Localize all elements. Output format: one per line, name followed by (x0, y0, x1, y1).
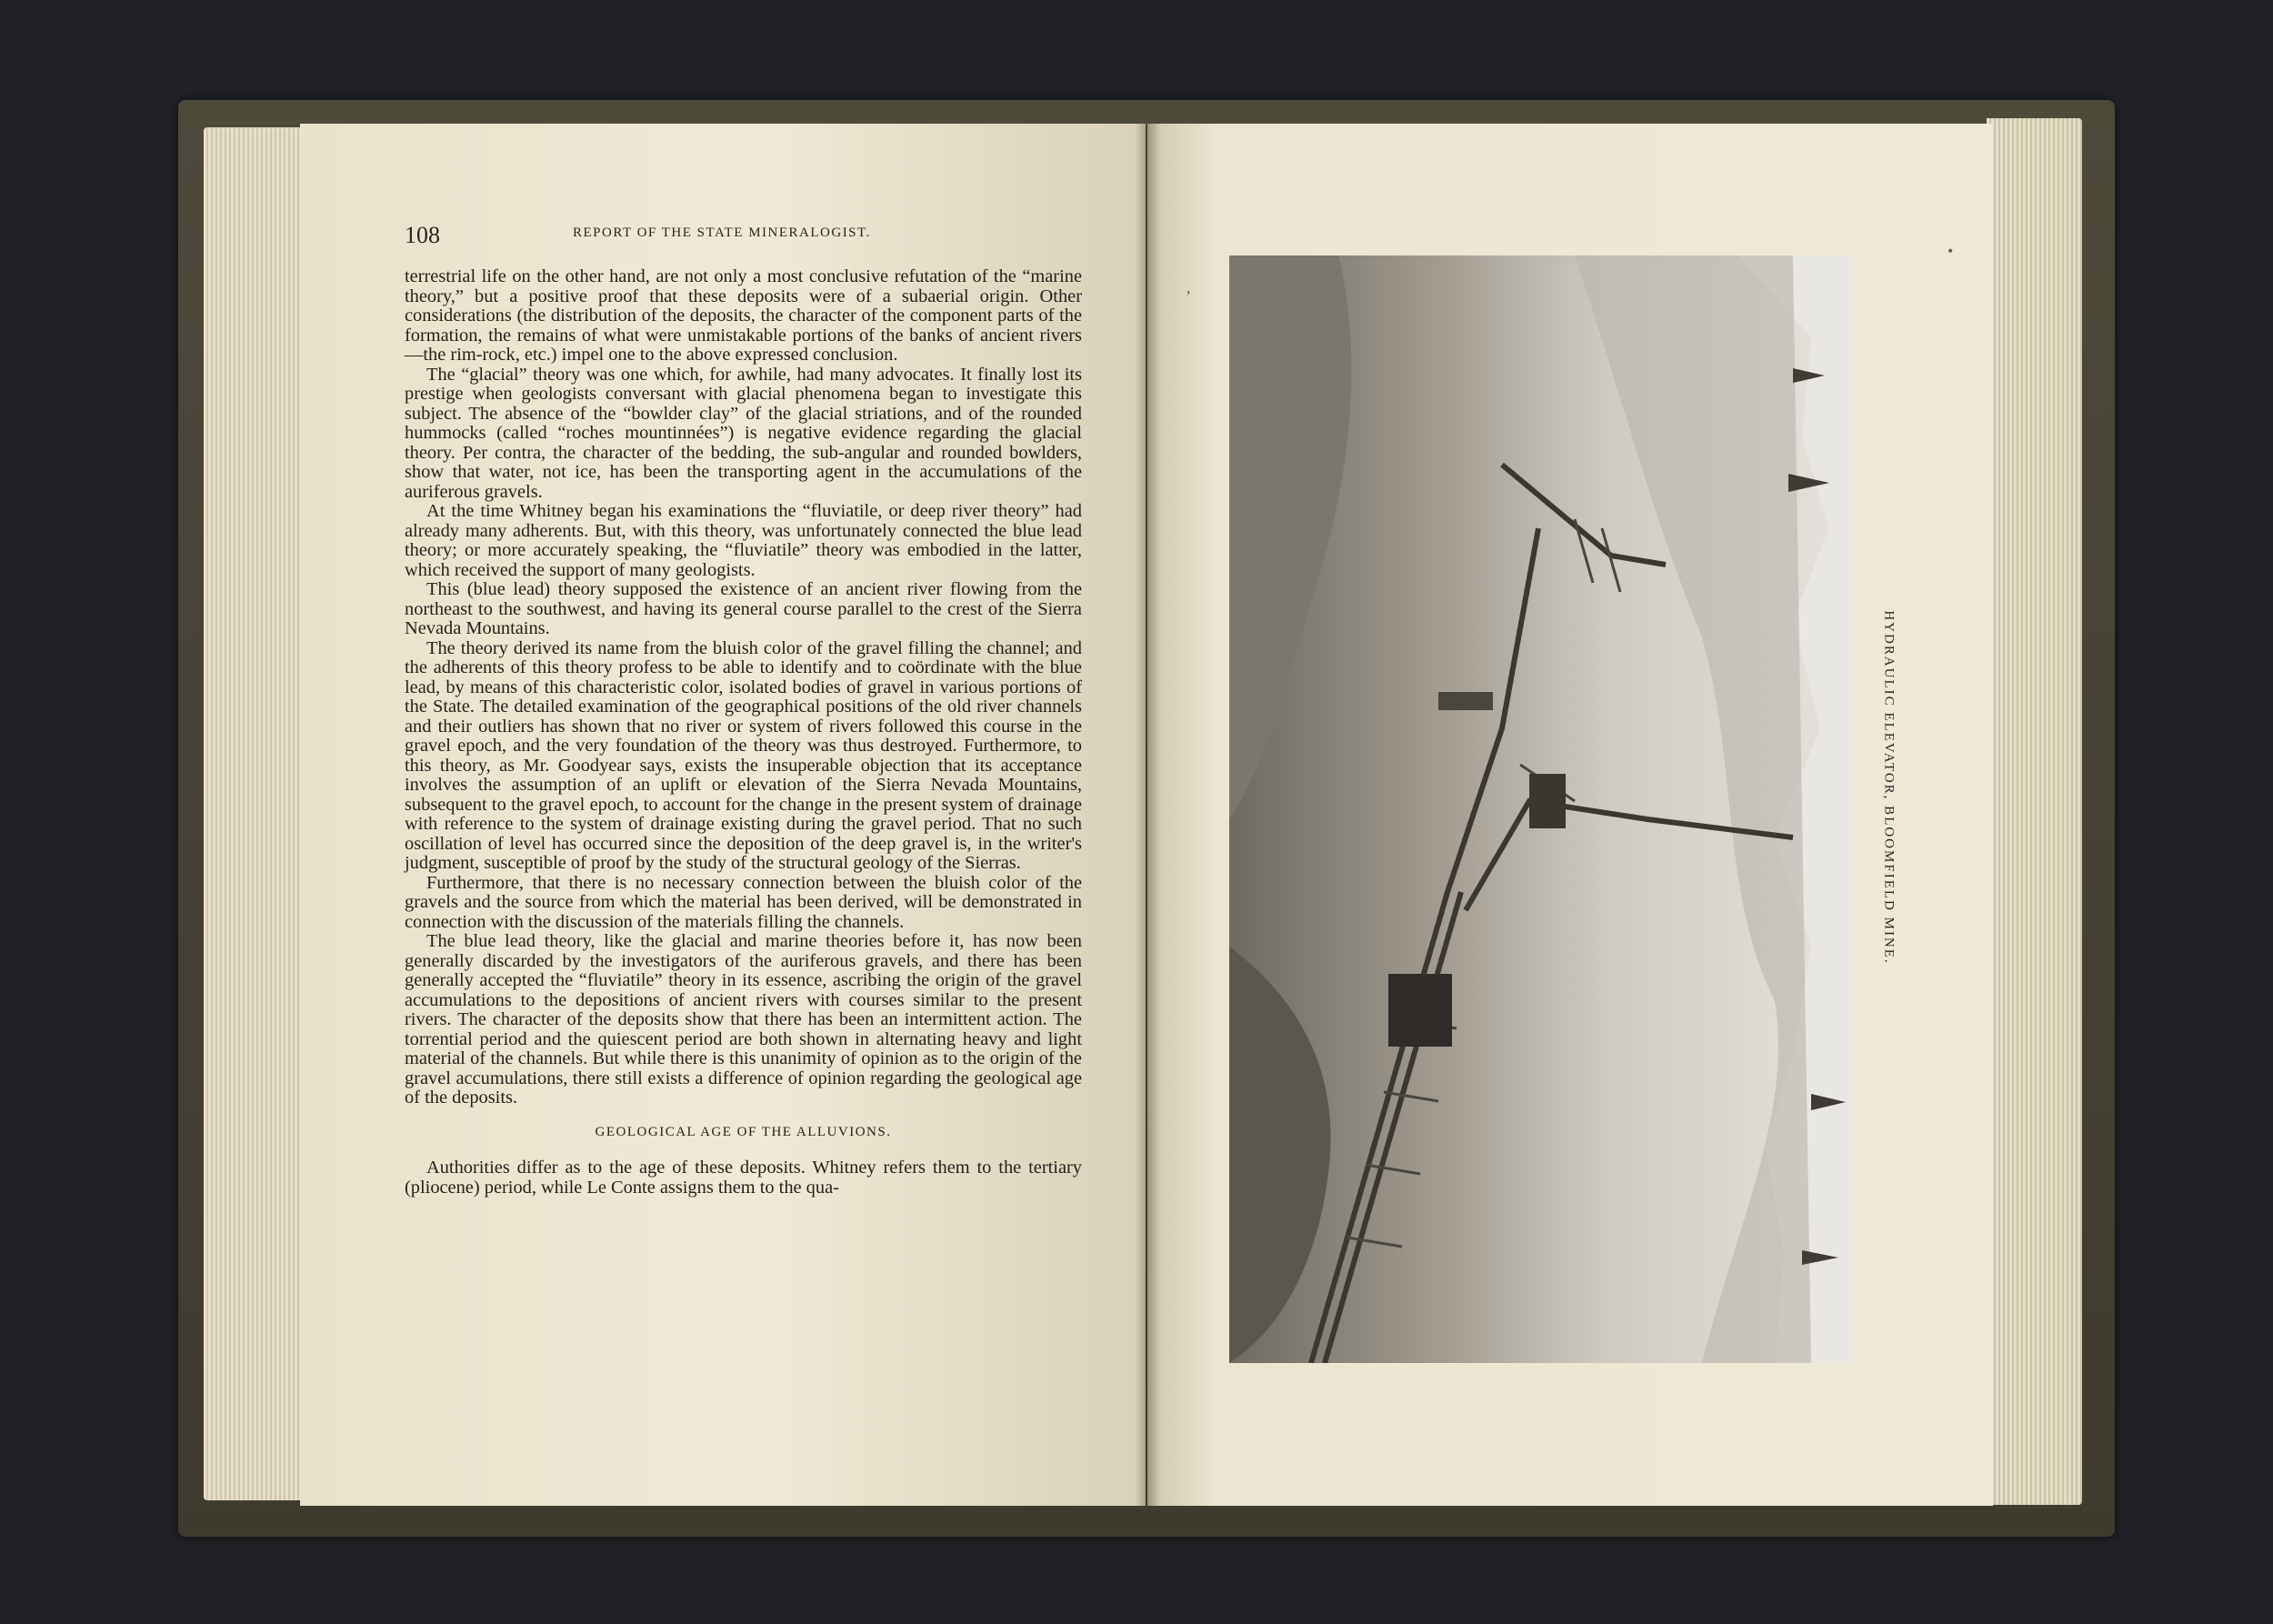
left-page-edges (204, 127, 304, 1500)
photo-caption: HYDRAULIC ELEVATOR, BLOOMFIELD MINE. (1881, 610, 1897, 965)
book-gutter (1135, 124, 1160, 1506)
body-text (405, 267, 1082, 1198)
paragraph: Authorities differ as to the age of these deposits. Whitney refers them to the tertiary (pliocene) period, while Le Conte assigns them to the qua- (405, 1158, 1082, 1198)
paragraph: The theory derived its name from the bluish color of the gravel filling the channel; and the adherents of this theory profess to be able to identify and to coördinate with the blue lead, by means of this characteristic color, isolated bodies of gravel in various portions of the State. The detailed examination of the geographical positions of the old river channels and their outliers has shown that no river or system of rivers followed this course in the gravel epoch, and the very foundation of the theory was thus destroyed. Furthermore, to this theory, as Mr. Goodyear says, exists the insuperable objection that its acceptance involves the assumption of an uplift or elevation of the Sierra Nevada Mountains, subsequent to the gravel epoch, to account for the change in the present system of drainage with reference to the system of drainage existing during the gravel period. That no such oscillation of level has occurred since the deposition of the deep gravel is, in the writer's judgment, susceptible of proof by the study of the structural geology of the Sierras. (405, 637, 1082, 873)
paragraph: This (blue lead) theory supposed the existence of an ancient river flowing from the northeast to the southwest, and having its general course parallel to the crest of the Sierra Nevada Mountains. (405, 579, 1082, 638)
paragraph: Furthermore, that there is no necessary connection between the bluish color of the gravels and the source from which the material has been derived, will be demonstrated in connection with the discussion of the materials filling the channels. (405, 872, 1082, 932)
running-head-title: REPORT OF THE STATE MINERALOGIST. (573, 226, 871, 240)
right-page (1147, 124, 1993, 1506)
right-page-edges (1987, 118, 2082, 1505)
paragraph: The “glacial” theory was one which, for awhile, had many advocates. It finally lost its prestige when geologists conversant with glacial phenomena began to investigate this subject. The absence of the “bowlder clay” of the glacial striations, and of the rounded hummocks (called “roches mountinnées”) is negative evidence regarding the glacial theory. Per contra, the character of the bedding, the sub-angular and rounded bowlders, show that water, not ice, has been the transporting agent in the accumulations of the auriferous gravels. (405, 364, 1082, 502)
paragraph: terrestrial life on the other hand, are not only a most conclusive refutation of the “marine theory,” but a positive proof that these deposits were of a subaerial origin. Other considerations (the distribution of the deposits, the character of the component parts of the formation, the remains of what were unmistakable portions of the banks of ancient rivers—the rim-rock, etc.) impel one to the above expressed conclusion. (405, 266, 1082, 365)
paragraph: At the time Whitney began his examinations the “fluviatile, or deep river theory” had already many adherents. But, with this theory, was unfortunately connected the blue lead theory; or more accurately speaking, the “fluviatile” theory was embodied in the latter, which received the support of many geologists. (405, 501, 1082, 580)
photo-caption-area (1870, 287, 1907, 1288)
section-heading: GEOLOGICAL AGE OF THE ALLUVIONS. (595, 1124, 892, 1139)
mine-photograph-image (1229, 256, 1853, 1363)
page-mark: • (1948, 242, 1954, 260)
mine-photograph (1229, 256, 1853, 1363)
paragraph: The blue lead theory, like the glacial and marine theories before it, has now been generally discarded by the investigators of the auriferous gravels, and there has been generally accepted the “fluviatile” theory in its essence, ascribing the origin of the gravel accumulations to the depositions of ancient rivers with courses similar to the present rivers. The character of the deposits show that there has been an intermittent action. The torrential period and the quiescent period are both shown in alternating heavy and light material of the channels. But while there is this unanimity of opinion as to the origin of the gravel accumulations, there still exists a difference of opinion regarding the geological age of the deposits. (405, 931, 1082, 1108)
page-mark: ’ (1186, 287, 1191, 306)
page-number: 108 (405, 222, 440, 248)
left-page (300, 124, 1146, 1506)
